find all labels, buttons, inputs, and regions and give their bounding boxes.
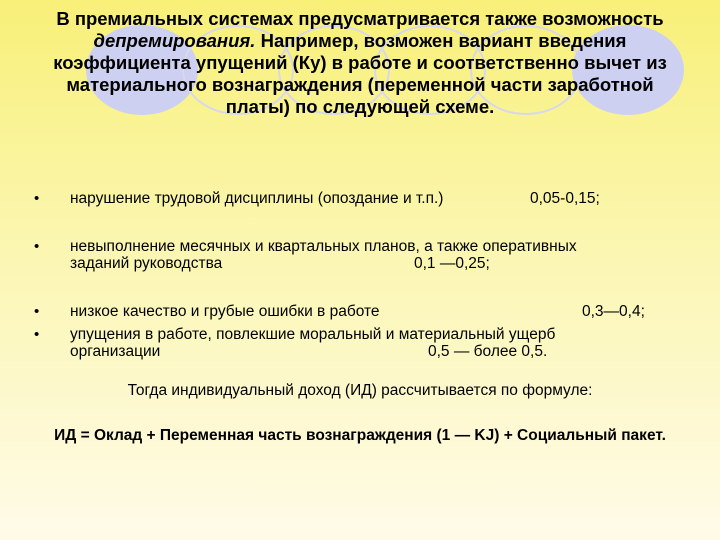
list-item: [34, 303, 684, 320]
item-text-continued: организации: [70, 343, 161, 360]
slide-title: [40, 8, 680, 118]
formula-intro: Тогда индивидуальный доход (ИД) рассчитывается по формуле:: [127, 382, 593, 399]
item-text-continued: заданий руководства: [70, 255, 223, 272]
bullet-icon: •: [34, 303, 40, 320]
item-text: низкое качество и грубые ошибки в работе: [70, 303, 380, 320]
item-text: упущения в работе, повлекшие моральный и материальный ущерб: [70, 326, 556, 343]
item-value: 0,3—0,4;: [582, 303, 645, 320]
item-text: нарушение трудовой дисциплины (опоздание и т.п.): [70, 190, 444, 207]
list-item: [34, 238, 684, 272]
bullet-icon: •: [34, 238, 40, 255]
title-part1: В премиальных системах предусматривается также возможность: [56, 8, 664, 29]
bullet-icon: •: [34, 190, 40, 207]
list-item: [34, 326, 684, 360]
title-emphasis: депремирования.: [93, 30, 256, 51]
deduction-list: [34, 190, 684, 360]
bullet-icon: •: [34, 326, 40, 343]
item-text: невыполнение месячных и квартальных планов, а также оперативных: [70, 238, 577, 255]
list-item: [34, 190, 684, 207]
title-part2: Например, возможен вариант введения коэффициента упущений (Ку) в работе и соответственно вычет из материального вознаграждения (переменной части заработной платы) по следующей схеме.: [53, 30, 667, 117]
item-value: 0,1 —0,25;: [414, 255, 490, 272]
item-value: 0,5 — более 0,5.: [428, 343, 548, 360]
item-value: 0,05-0,15;: [530, 190, 600, 207]
formula: ИД = Оклад + Переменная часть вознаграждения (1 — KJ) + Социальный пакет.: [54, 427, 666, 444]
